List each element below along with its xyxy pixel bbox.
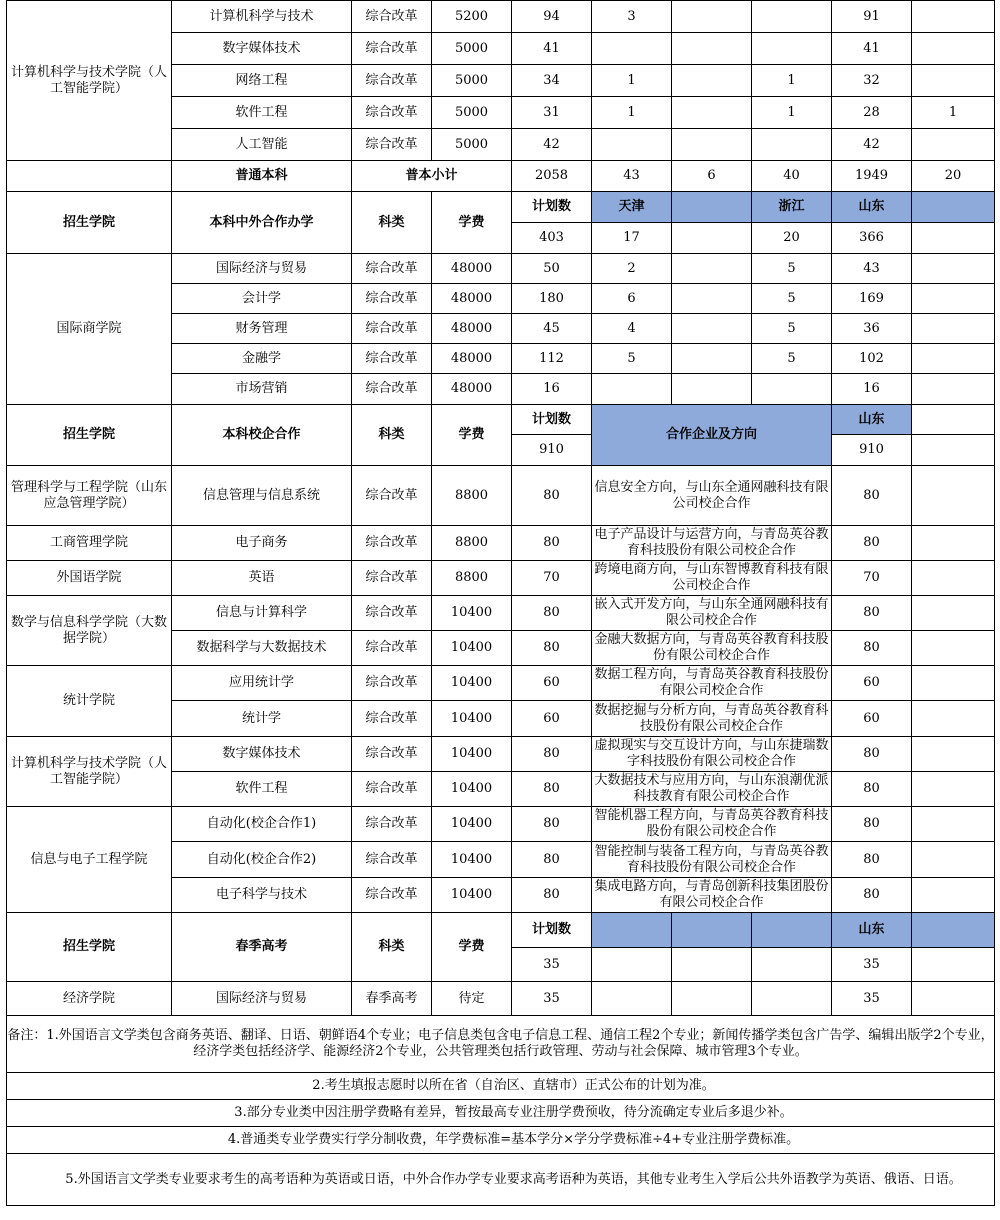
major-name: 信息管理与信息系统	[172, 466, 352, 526]
header-plan: 计划数	[512, 405, 592, 435]
cooperation-direction: 智能控制与装备工程方向，与青岛英谷教育科技股份有限公司校企合作	[592, 842, 832, 878]
major-name: 会计学	[172, 284, 352, 314]
header-fee: 学费	[432, 405, 512, 466]
fee-cell: 10400	[432, 701, 512, 737]
college-name: 计算机科学与技术学院（人工智能学院）	[7, 1, 172, 161]
province-cell	[672, 284, 752, 314]
table-row	[7, 807, 995, 842]
plan-cell: 80	[512, 842, 592, 878]
major-name: 网络工程	[172, 65, 352, 97]
empty-cell	[7, 161, 172, 192]
major-name: 统计学	[172, 701, 352, 737]
province-cell: 1	[752, 97, 832, 129]
province-total: 20	[752, 223, 832, 254]
province-cell: 80	[832, 878, 912, 913]
category-cell: 综合改革	[352, 878, 432, 913]
province-total	[912, 223, 995, 254]
subtotal-cell: 40	[752, 161, 832, 192]
empty-cell	[912, 842, 995, 878]
category-cell: 综合改革	[352, 807, 432, 842]
fee-cell: 48000	[432, 284, 512, 314]
empty-cell	[912, 701, 995, 737]
province-cell: 91	[832, 1, 912, 33]
province-header	[912, 192, 995, 223]
table-row	[7, 737, 995, 772]
note-5: 5.外国语言文学类专业要求考生的高考语种为英语或日语，中外合作办学专业要求高考语种为英语，其他专业考生入学后公共外语教学为英语、俄语、日语。	[7, 1154, 995, 1206]
table-row	[7, 982, 995, 1016]
province-cell	[672, 97, 752, 129]
college-name: 管理科学与工程学院（山东应急管理学院）	[7, 466, 172, 526]
province-cell	[672, 344, 752, 374]
empty-cell	[912, 666, 995, 701]
province-cell: 35	[832, 982, 912, 1016]
plan-cell: 80	[512, 772, 592, 807]
province-cell	[672, 254, 752, 284]
cooperation-direction: 数据工程方向，与青岛英谷教育科技股份有限公司校企合作	[592, 666, 832, 701]
province-total: 910	[832, 435, 912, 466]
province-cell: 60	[832, 666, 912, 701]
table-row	[7, 596, 995, 631]
province-cell	[912, 314, 995, 344]
province-cell: 80	[832, 466, 912, 526]
major-name: 金融学	[172, 344, 352, 374]
category-cell: 综合改革	[352, 561, 432, 596]
major-name: 电子科学与技术	[172, 878, 352, 913]
province-cell: 80	[832, 807, 912, 842]
plan-cell: 80	[512, 631, 592, 666]
fee-cell: 10400	[432, 666, 512, 701]
fee-cell: 48000	[432, 344, 512, 374]
province-cell	[672, 1, 752, 33]
province-cell	[912, 344, 995, 374]
cooperation-direction: 集成电路方向，与青岛创新科技集团股份有限公司校企合作	[592, 878, 832, 913]
table-row	[7, 466, 995, 526]
major-name: 自动化(校企合作2)	[172, 842, 352, 878]
category-cell: 综合改革	[352, 344, 432, 374]
subtotal-cell: 20	[912, 161, 995, 192]
province-cell	[912, 284, 995, 314]
major-name: 计算机科学与技术	[172, 1, 352, 33]
cooperation-direction: 嵌入式开发方向，与山东全通网融科技有限公司校企合作	[592, 596, 832, 631]
empty-cell	[912, 737, 995, 772]
province-cell: 80	[832, 596, 912, 631]
major-name: 数字媒体技术	[172, 33, 352, 65]
plan-cell: 34	[512, 65, 592, 97]
fee-cell: 10400	[432, 842, 512, 878]
empty-cell	[912, 561, 995, 596]
fee-cell: 10400	[432, 772, 512, 807]
fee-cell: 10400	[432, 737, 512, 772]
province-cell: 80	[832, 631, 912, 666]
section-header	[7, 913, 995, 948]
note-2: 2.考生填报志愿时以所在省（自治区、直辖市）正式公布的计划为准。	[7, 1073, 995, 1100]
province-cell	[592, 33, 672, 65]
note-3: 3.部分专业类中因注册学费略有差异，暂按最高专业注册学费预收，待分流确定专业后多退少补。	[7, 1100, 995, 1127]
subtotal-label: 普通本科	[172, 161, 352, 192]
plan-cell: 94	[512, 1, 592, 33]
college-name: 国际商学院	[7, 254, 172, 405]
plan-cell: 31	[512, 97, 592, 129]
cooperation-direction: 金融大数据方向，与青岛英谷教育科技股份有限公司校企合作	[592, 631, 832, 666]
province-total	[752, 948, 832, 982]
province-cell	[912, 65, 995, 97]
plan-cell: 45	[512, 314, 592, 344]
province-cell	[672, 374, 752, 405]
header-fee: 学费	[432, 913, 512, 982]
province-cell: 5	[752, 314, 832, 344]
plan-cell: 41	[512, 33, 592, 65]
province-cell	[672, 129, 752, 161]
table-row	[7, 254, 995, 284]
fee-cell: 5000	[432, 129, 512, 161]
header-college: 招生学院	[7, 192, 172, 254]
major-name: 数据科学与大数据技术	[172, 631, 352, 666]
plan-cell: 180	[512, 284, 592, 314]
province-cell: 5	[752, 284, 832, 314]
category-cell: 综合改革	[352, 526, 432, 561]
plan-cell: 50	[512, 254, 592, 284]
province-cell: 43	[832, 254, 912, 284]
plan-cell: 80	[512, 878, 592, 913]
category-cell: 综合改革	[352, 65, 432, 97]
category-cell: 综合改革	[352, 631, 432, 666]
province-header: 山东	[832, 913, 912, 948]
province-header	[752, 913, 832, 948]
section-header	[7, 192, 995, 223]
fee-cell: 48000	[432, 254, 512, 284]
province-total	[912, 948, 995, 982]
category-cell: 综合改革	[352, 466, 432, 526]
province-cell	[672, 65, 752, 97]
subtotal-cell: 1949	[832, 161, 912, 192]
subtotal-row	[7, 161, 995, 192]
major-name: 软件工程	[172, 97, 352, 129]
fee-cell: 5200	[432, 1, 512, 33]
empty-cell	[912, 807, 995, 842]
major-name: 财务管理	[172, 314, 352, 344]
major-name: 软件工程	[172, 772, 352, 807]
province-cell	[592, 982, 672, 1016]
province-cell	[672, 982, 752, 1016]
fee-cell: 8800	[432, 526, 512, 561]
plan-total: 910	[512, 435, 592, 466]
province-cell: 16	[832, 374, 912, 405]
cooperation-direction: 信息安全方向，与山东全通网融科技有限公司校企合作	[592, 466, 832, 526]
header-category: 科类	[352, 913, 432, 982]
province-cell	[672, 33, 752, 65]
subtotal-cell: 43	[592, 161, 672, 192]
plan-cell: 60	[512, 701, 592, 737]
province-cell	[752, 982, 832, 1016]
header-college: 招生学院	[7, 913, 172, 982]
table-row	[7, 666, 995, 701]
cooperation-direction: 跨境电商方向，与山东智博教育科技有限公司校企合作	[592, 561, 832, 596]
note-row	[7, 1016, 995, 1073]
cooperation-direction: 智能机器工程方向，与青岛英谷教育科技股份有限公司校企合作	[592, 807, 832, 842]
category-cell: 综合改革	[352, 129, 432, 161]
fee-cell: 5000	[432, 65, 512, 97]
province-cell	[752, 33, 832, 65]
province-cell: 6	[592, 284, 672, 314]
empty-cell	[912, 435, 995, 466]
category-cell: 综合改革	[352, 596, 432, 631]
fee-cell: 48000	[432, 374, 512, 405]
province-total	[672, 948, 752, 982]
major-name: 市场营销	[172, 374, 352, 405]
province-cell: 70	[832, 561, 912, 596]
category-cell: 综合改革	[352, 374, 432, 405]
plan-cell: 35	[512, 982, 592, 1016]
plan-total: 403	[512, 223, 592, 254]
province-cell: 1	[592, 65, 672, 97]
table-row	[7, 561, 995, 596]
plan-cell: 60	[512, 666, 592, 701]
province-header	[672, 192, 752, 223]
fee-cell: 48000	[432, 314, 512, 344]
category-cell: 综合改革	[352, 284, 432, 314]
fee-cell: 8800	[432, 466, 512, 526]
province-cell	[912, 1, 995, 33]
college-name: 信息与电子工程学院	[7, 807, 172, 913]
category-cell: 综合改革	[352, 666, 432, 701]
header-category: 科类	[352, 405, 432, 466]
plan-cell: 80	[512, 526, 592, 561]
plan-cell: 70	[512, 561, 592, 596]
college-name: 统计学院	[7, 666, 172, 737]
province-cell	[912, 982, 995, 1016]
province-cell: 1	[912, 97, 995, 129]
major-name: 国际经济与贸易	[172, 254, 352, 284]
province-header	[672, 913, 752, 948]
plan-cell: 112	[512, 344, 592, 374]
empty-cell	[912, 631, 995, 666]
province-cell: 4	[592, 314, 672, 344]
header-plan: 计划数	[512, 913, 592, 948]
section-title: 本科校企合作	[172, 405, 352, 466]
plan-cell: 80	[512, 807, 592, 842]
province-cell	[672, 314, 752, 344]
header-college: 招生学院	[7, 405, 172, 466]
province-total: 366	[832, 223, 912, 254]
province-cell: 5	[752, 254, 832, 284]
enrollment-plan-table	[6, 0, 995, 1206]
fee-cell: 10400	[432, 807, 512, 842]
empty-cell	[912, 526, 995, 561]
province-total: 35	[832, 948, 912, 982]
cooperation-direction: 大数据技术与应用方向，与山东浪潮优派科技教育有限公司校企合作	[592, 772, 832, 807]
cooperation-direction: 电子产品设计与运营方向，与青岛英谷教育科技股份有限公司校企合作	[592, 526, 832, 561]
province-cell: 169	[832, 284, 912, 314]
province-cell	[912, 33, 995, 65]
category-cell: 综合改革	[352, 1, 432, 33]
province-header	[912, 913, 995, 948]
note-row	[7, 1100, 995, 1127]
plan-cell: 42	[512, 129, 592, 161]
plan-cell: 80	[512, 466, 592, 526]
header-category: 科类	[352, 192, 432, 254]
province-cell: 2	[592, 254, 672, 284]
empty-cell	[912, 878, 995, 913]
section-title: 本科中外合作办学	[172, 192, 352, 254]
subtotal-label-2: 普本小计	[352, 161, 512, 192]
empty-cell	[912, 596, 995, 631]
plan-cell: 80	[512, 737, 592, 772]
category-cell: 综合改革	[352, 842, 432, 878]
province-cell: 80	[832, 526, 912, 561]
fee-cell: 5000	[432, 97, 512, 129]
province-cell: 3	[592, 1, 672, 33]
province-cell: 60	[832, 701, 912, 737]
province-cell: 1	[752, 65, 832, 97]
college-name: 经济学院	[7, 982, 172, 1016]
province-cell: 80	[832, 737, 912, 772]
fee-cell: 待定	[432, 982, 512, 1016]
section-title: 春季高考	[172, 913, 352, 982]
province-cell	[592, 374, 672, 405]
header-fee: 学费	[432, 192, 512, 254]
major-name: 信息与计算科学	[172, 596, 352, 631]
province-total: 17	[592, 223, 672, 254]
cooperation-direction: 虚拟现实与交互设计方向，与山东捷瑞数字科技股份有限公司校企合作	[592, 737, 832, 772]
province-header: 山东	[832, 405, 912, 435]
empty-cell	[912, 466, 995, 526]
province-cell: 41	[832, 33, 912, 65]
header-plan: 计划数	[512, 192, 592, 223]
fee-cell: 8800	[432, 561, 512, 596]
major-name: 应用统计学	[172, 666, 352, 701]
category-cell: 综合改革	[352, 254, 432, 284]
college-name: 数学与信息科学学院（大数据学院）	[7, 596, 172, 666]
subtotal-plan: 2058	[512, 161, 592, 192]
category-cell: 春季高考	[352, 982, 432, 1016]
province-cell	[912, 129, 995, 161]
province-header	[592, 913, 672, 948]
section-header	[7, 405, 995, 435]
province-cell: 1	[592, 97, 672, 129]
fee-cell: 10400	[432, 878, 512, 913]
fee-cell: 10400	[432, 631, 512, 666]
note-row	[7, 1154, 995, 1206]
province-cell	[752, 1, 832, 33]
college-name: 计算机科学与技术学院（人工智能学院）	[7, 737, 172, 807]
cooperation-direction: 数据挖掘与分析方向，与青岛英谷教育科技股份有限公司校企合作	[592, 701, 832, 737]
header-direction: 合作企业及方向	[592, 405, 832, 466]
college-name: 外国语学院	[7, 561, 172, 596]
province-cell: 80	[832, 772, 912, 807]
note-row	[7, 1127, 995, 1154]
subtotal-cell: 6	[672, 161, 752, 192]
table-row	[7, 1, 995, 33]
major-name: 英语	[172, 561, 352, 596]
plan-total: 35	[512, 948, 592, 982]
empty-cell	[912, 772, 995, 807]
college-name: 工商管理学院	[7, 526, 172, 561]
category-cell: 综合改革	[352, 737, 432, 772]
province-cell: 80	[832, 842, 912, 878]
province-total	[592, 948, 672, 982]
province-header: 山东	[832, 192, 912, 223]
major-name: 电子商务	[172, 526, 352, 561]
province-cell: 42	[832, 129, 912, 161]
province-cell	[912, 374, 995, 405]
note-row	[7, 1073, 995, 1100]
province-cell: 32	[832, 65, 912, 97]
category-cell: 综合改革	[352, 314, 432, 344]
note-4: 4.普通类专业学费实行学分制收费，年学费标准=基本学分×学分学费标准÷4+专业注册学费标准。	[7, 1127, 995, 1154]
province-cell: 5	[592, 344, 672, 374]
province-total	[672, 223, 752, 254]
province-header: 天津	[592, 192, 672, 223]
province-cell	[592, 129, 672, 161]
plan-cell: 16	[512, 374, 592, 405]
province-cell	[752, 129, 832, 161]
empty-cell	[912, 405, 995, 435]
plan-cell: 80	[512, 596, 592, 631]
province-cell: 36	[832, 314, 912, 344]
category-cell: 综合改革	[352, 97, 432, 129]
category-cell: 综合改革	[352, 33, 432, 65]
fee-cell: 10400	[432, 596, 512, 631]
category-cell: 综合改革	[352, 701, 432, 737]
category-cell: 综合改革	[352, 772, 432, 807]
province-header: 浙江	[752, 192, 832, 223]
major-name: 人工智能	[172, 129, 352, 161]
note-1: 备注：1.外国语言文学类包含商务英语、翻译、日语、朝鲜语4个专业；电子信息类包含电子信息工程、通信工程2个专业；新闻传播学类包含广告学、编辑出版学2个专业，经济学类包括经济学、能源经济2个专业，公共管理类包括行政管理、劳动与社会保障、城市管理3个专业。	[7, 1016, 995, 1073]
table-row	[7, 526, 995, 561]
major-name: 国际经济与贸易	[172, 982, 352, 1016]
major-name: 数字媒体技术	[172, 737, 352, 772]
fee-cell: 5000	[432, 33, 512, 65]
province-cell: 5	[752, 344, 832, 374]
province-cell: 28	[832, 97, 912, 129]
major-name: 自动化(校企合作1)	[172, 807, 352, 842]
province-cell	[752, 374, 832, 405]
province-cell: 102	[832, 344, 912, 374]
province-cell	[912, 254, 995, 284]
